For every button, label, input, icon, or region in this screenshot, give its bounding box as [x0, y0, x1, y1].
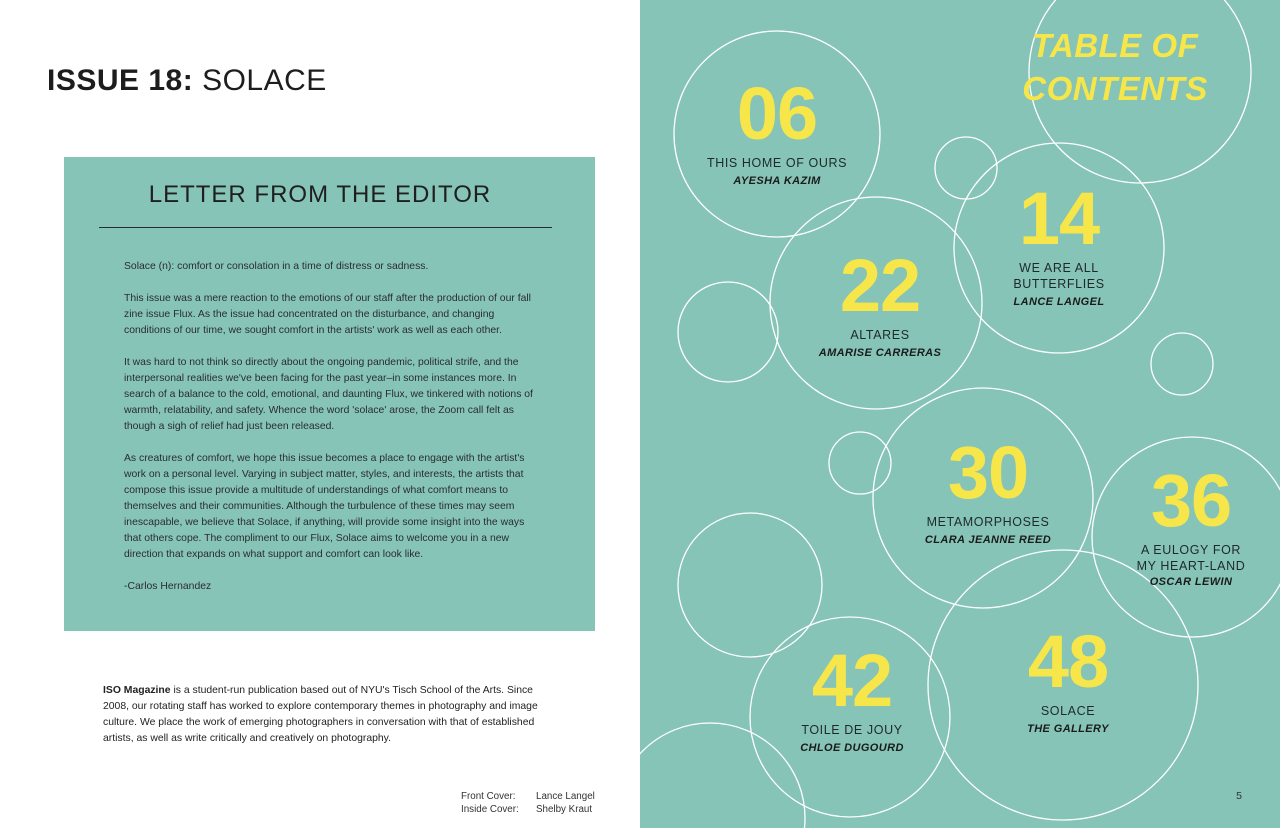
toc-title-line: TABLE OF — [1031, 27, 1199, 64]
toc-page-number: 42 — [811, 639, 893, 722]
toc-entry[interactable] — [697, 72, 857, 189]
magazine-brand: ISO Magazine — [103, 685, 171, 696]
toc-entry-author: AMARISE CARRERAS — [818, 347, 942, 359]
editor-signature: -Carlos Hernandez — [124, 581, 212, 592]
toc-page-number: 48 — [1027, 620, 1109, 703]
credit-name: Shelby Kraut — [536, 804, 593, 815]
credit-name: Lance Langel — [536, 791, 595, 802]
toc-entry[interactable] — [908, 431, 1068, 548]
issue-name: SOLACE — [202, 64, 327, 97]
toc-entry-title: ALTARES — [850, 328, 910, 342]
toc-entry[interactable] — [979, 177, 1139, 310]
about-magazine — [103, 683, 548, 747]
cover-credits — [461, 790, 595, 816]
toc-entry-author: CHLOE DUGOURD — [800, 742, 904, 754]
issue-title — [47, 64, 327, 98]
editor-letter-heading: LETTER FROM THE EDITOR — [148, 181, 492, 208]
credit-label: Front Cover: — [461, 791, 516, 802]
table-of-contents-title — [1020, 24, 1210, 110]
toc-entry[interactable] — [988, 620, 1148, 737]
toc-entry-title: A EULOGY FOR MY HEART-LAND — [1136, 543, 1246, 573]
heading-divider — [99, 227, 552, 228]
about-description: is a student-run publication based out of NYU's Tisch School of the Arts. Since 2008, our rotating staff has worked to explore contemporary themes in photography and image culture. We place the work of emerging photographers in conversation with that of established artists, as well as write critically and creatively on photography. — [103, 685, 538, 744]
toc-entry[interactable] — [772, 639, 932, 756]
toc-entry-author: OSCAR LEWIN — [1149, 576, 1233, 588]
decorative-circle — [1151, 333, 1213, 395]
right-page — [640, 0, 1280, 828]
decorative-circle — [678, 282, 778, 382]
toc-entry-title: SOLACE — [1040, 704, 1096, 718]
toc-entry[interactable] — [1132, 459, 1250, 590]
editor-paragraph: Solace (n): comfort or consolation in a time of distress or sadness. — [124, 261, 429, 272]
toc-entry-title: WE ARE ALL BUTTERFLIES — [1013, 261, 1105, 291]
editor-paragraph: It was hard to not think so directly about the ongoing pandemic, political strife, and the interpersonal realities we've been facing for the past year–in some instances more. In search of a balance to the cold, emotional, and daunting Flux, we tinkered with notions of warmth, relatability, and safety. Whence the word 'solace' arose, the Zoom call felt as though a sigh of relief had just been released. — [124, 357, 533, 432]
toc-entry-title: THIS HOME OF OURS — [706, 156, 848, 170]
toc-entry-author: CLARA JEANNE REED — [924, 534, 1052, 546]
credit-row — [461, 790, 595, 803]
toc-entry-author: THE GALLERY — [1027, 723, 1109, 735]
decorative-circle — [829, 432, 891, 494]
toc-page-number: 30 — [947, 431, 1029, 514]
issue-number: ISSUE 18: — [47, 64, 194, 97]
toc-entry-author: LANCE LANGEL — [1013, 296, 1105, 308]
toc-entry[interactable] — [800, 244, 960, 361]
toc-page-number: 14 — [1018, 177, 1100, 260]
toc-title-line: CONTENTS — [1022, 70, 1208, 107]
toc-page-number: 36 — [1150, 459, 1232, 542]
credit-row — [461, 803, 595, 816]
page-number: 5 — [1236, 790, 1242, 802]
toc-entry-title: METAMORPHOSES — [926, 515, 1050, 529]
decorative-circle — [678, 513, 822, 657]
editor-letter-body — [124, 259, 534, 611]
editor-paragraph: This issue was a mere reaction to the emotions of our staff after the production of our fall zine issue Flux. As the issue had concentrated on the disturbance, and changing conditions of our time, we sought comfort in the artists' work as well as each other. — [124, 293, 531, 336]
toc-entry-author: AYESHA KAZIM — [733, 175, 821, 187]
credit-label: Inside Cover: — [461, 804, 519, 815]
toc-page-number: 06 — [736, 72, 818, 155]
editor-paragraph: As creatures of comfort, we hope this issue becomes a place to engage with the artist's work on a personal level. Varying in subject matter, styles, and interests, the artists that compose this issue provide a multitude of understandings of what comfort means to themselves and their communities. Although the turbulence of these times may seem inescapable, we believe that Solace, if anything, will provide some insight into the ways that others cope. The compliment to our Flux, Solace aims to welcome you in a new direction that expands on what support and comfort can look like. — [124, 453, 525, 560]
toc-entry-title: TOILE DE JOUY — [801, 723, 903, 737]
toc-page-number: 22 — [839, 244, 921, 327]
